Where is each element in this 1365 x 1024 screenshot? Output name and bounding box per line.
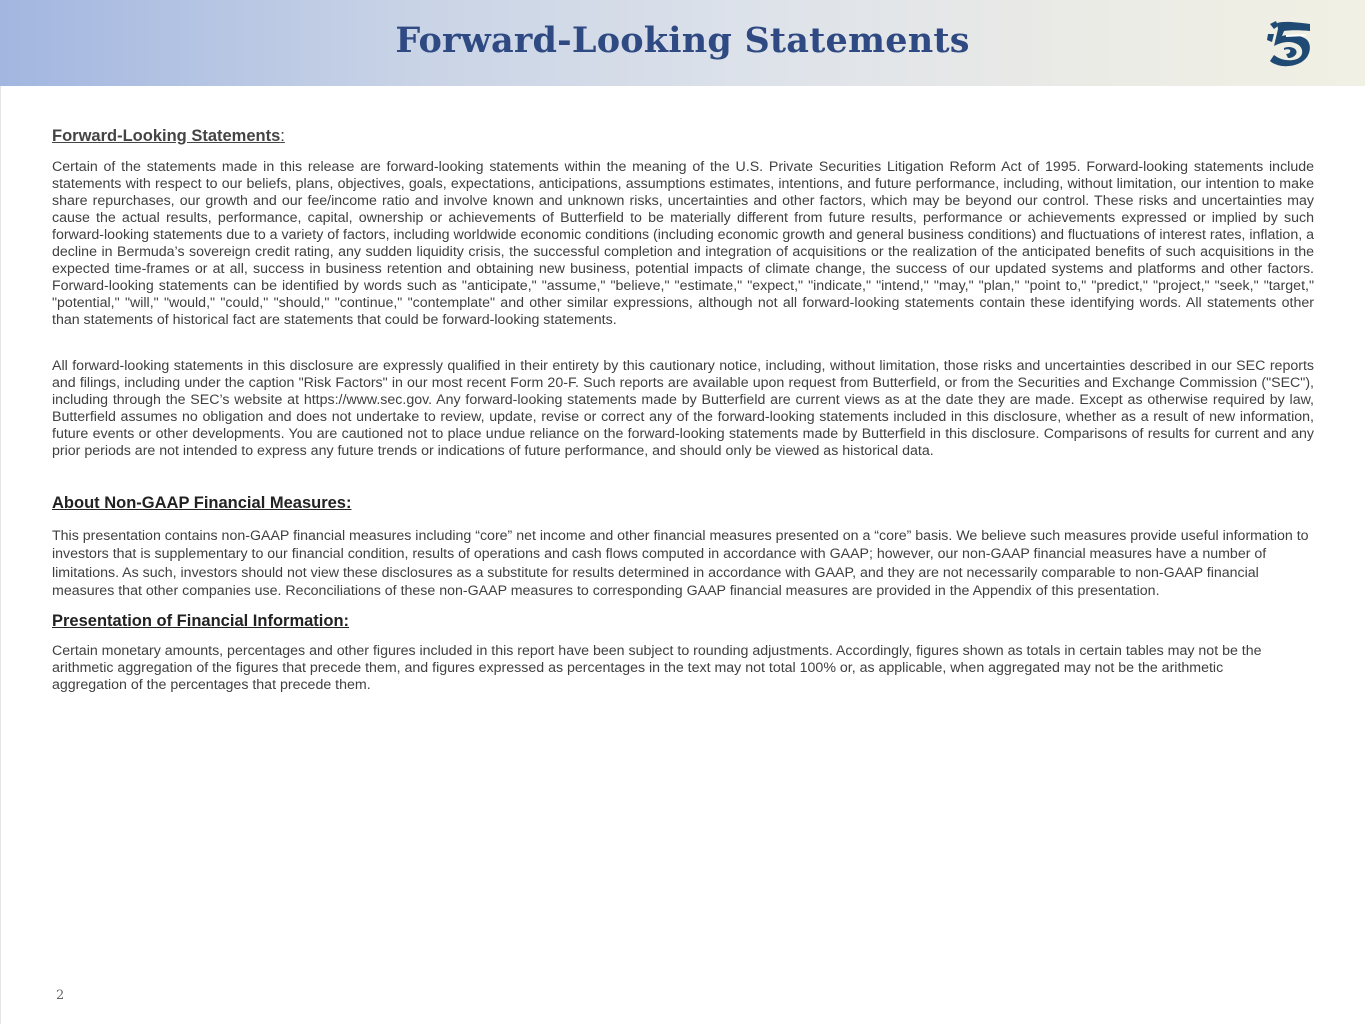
disclaimer-content [52,126,1314,694]
heading-colon: : [280,127,285,145]
forward-looking-paragraph-1: Certain of the statements made in this release are forward-looking statements within the meaning of the U.S. Private Securities Litigation Reform Act of 1995. Forward-looking statements include statements with respect to our beliefs, plans, objectives, goals, expectations, anticipations, assumptions estimates, intentions, and future performance, including, without limitation, our intention to make share repurchases, our growth and our fee/income ratio and involve known and unknown risks, uncertainties and other factors, which may be beyond our control. These risks and uncertainties may cause the actual results, performance, capital, ownership or achievements of Butterfield to be materially different from future results, performance or achievements expressed or implied by such forward-looking statements due to a variety of factors, including worldwide economic conditions (including economic growth and general business conditions) and fluctuations of interest rates, inflation, a decline in Bermuda’s sovereign credit rating, any sudden liquidity crisis, the successful completion and integration of acquisitions or the realization of the anticipated benefits of such acquisitions in the expected time-frames or at all, success in business retention and obtaining new business, potential impacts of climate change, the success of our updated systems and platforms and other factors. Forward-looking statements can be identified by words such as "anticipate," "assume," "believe," "estimate," "expect," "indicate," "intend," "may," "plan," "point to," "predict," "project," "seek," "target," "potential," "will," "would," "could," "should," "continue," "contemplate" and other similar expressions, although not all forward-looking statements contain these identifying words. All statements other than statements of historical fact are statements that could be forward-looking statements. [52,159,1314,328]
financial-info-heading: Presentation of Financial Information: [52,612,350,631]
page-title: Forward-Looking Statements [395,20,970,61]
page-header [0,0,1365,86]
non-gaap-heading: About Non-GAAP Financial Measures: [52,494,352,512]
butterfield-lion-logo-icon [1264,20,1316,70]
financial-info-paragraph: Certain monetary amounts, percentages and other figures included in this report have been subject to rounding adjustments. Accordingly, figures shown as totals in certain tables may not be the arithmetic aggregation of the figures that precede them, and figures expressed as percentages in the text may not total 100% or, as applicable, when aggregated may not be the arithmetic aggregation of the percentages that precede them. [52,643,1262,694]
forward-looking-paragraph-2: All forward-looking statements in this disclosure are expressly qualified in their entirety by this cautionary notice, including, without limitation, those risks and uncertainties described in our SEC reports and filings, including under the caption "Risk Factors" in our most recent Form 20-F. Such reports are available upon request from Butterfield, or from the Securities and Exchange Commission ("SEC"), including through the SEC’s website at https://www.sec.gov. Any forward-looking statements made by Butterfield are current views as at the date they are made. Except as otherwise required by law, Butterfield assumes no obligation and does not undertake to review, update, revise or correct any of the forward-looking statements included in this disclosure, whether as a result of new information, future events or other developments. You are cautioned not to place undue reliance on the forward-looking statements made by Butterfield in this disclosure. Comparisons of results for current and any prior periods are not intended to express any future trends or indications of future performance, and should only be viewed as historical data. [52,358,1314,459]
left-border-line [0,86,1,1024]
non-gaap-paragraph: This presentation contains non-GAAP financial measures including “core” net income and other financial measures presented on a “core” basis. We believe such measures provide useful information to investors that is supplementary to our financial condition, results of operations and cash flows computed in accordance with GAAP; however, our non-GAAP financial measures have a number of limitations. As such, investors should not view these disclosures as a substitute for results determined in accordance with GAAP, and they are not necessarily comparable to non-GAAP financial measures that other companies use. Reconciliations of these non-GAAP measures to corresponding GAAP financial measures are provided in the Appendix of this presentation. [52,528,1309,599]
forward-looking-heading: Forward-Looking Statements: [52,127,285,145]
page-number: 2 [56,988,65,1003]
